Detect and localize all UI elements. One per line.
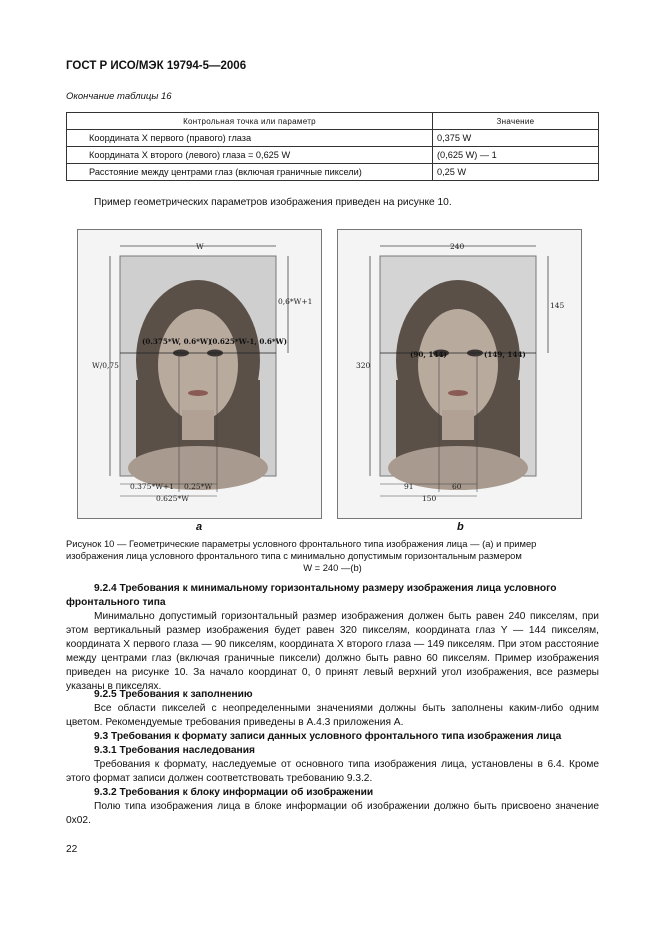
table-cell: 0,375 W — [433, 130, 599, 147]
dim-left-label: W/0,75 — [92, 361, 119, 370]
standard-header: ГОСТ Р ИСО/МЭК 19794-5—2006 — [66, 60, 247, 72]
table-cell: Координата X второго (левого) глаза = 0,625 W — [67, 147, 433, 164]
mouth-shape — [188, 390, 208, 396]
figure-b-diagram — [338, 230, 581, 518]
table-header-row — [67, 113, 599, 130]
dim-right-label: 145 — [550, 301, 565, 310]
dim-bottom-label: 0.625*W — [156, 494, 189, 503]
table-cell: (0,625 W) — 1 — [433, 147, 599, 164]
section-title-9-3: 9.3 Требования к формату записи данных условного фронтального типа изображения лица — [94, 731, 562, 742]
figure-b-frame — [337, 229, 582, 519]
section-body-9-2-5: Все области пикселей с неопределенными значениями должны быть заполнены каким-либо одним цветом. Рекомендуемые требования приведены в А.4.3 приложения А. — [66, 703, 599, 728]
dim-right-label: 0,6*W+1 — [278, 297, 313, 306]
dim-bottom-label: 150 — [422, 494, 437, 503]
table-cell: Координата X первого (правого) глаза — [67, 130, 433, 147]
dim-bottom-label: 0.25*W — [184, 482, 213, 491]
figure-a-label: a — [196, 521, 203, 533]
table-cell: Расстояние между центрами глаз (включая граничные пиксели) — [67, 164, 433, 181]
face-shape — [158, 309, 238, 421]
figure-a-frame — [77, 229, 322, 519]
eye-point-label: (0.625*W-1, 0.6*W) — [209, 337, 288, 346]
table-row — [67, 164, 599, 181]
mouth-shape — [448, 390, 468, 396]
column-header-value: Значение — [433, 113, 599, 130]
dim-top-label: 240 — [450, 242, 465, 251]
section-body-9-2-4: Минимально допустимый горизонтальный размер изображения должен быть равен 240 пикселям, при этом вертикальный размер изображения будет равен 320 пикселям, координата глаз Y — 144 пикселям, координата X первого глаза — 90 пикселям, координата X второго глаза — 149 пикселям. При этом расстояние между центрами глаз (включая граничные пиксели) должно быть равно 60 пикселям. Пример изображения приведен на рисунке 10. За начало координат 0, 0 принят левый верхний угол изображения, все размеры указаны в пикселях. — [66, 611, 599, 692]
intro-paragraph: Пример геометрических параметров изображения приведен на рисунке 10. — [94, 197, 452, 208]
section-title-9-2-4: 9.2.4 Требования к минимальному горизонтальному размеру изображения лица условного фронтального типа — [66, 583, 557, 608]
face-shape — [418, 309, 498, 421]
table-caption: Окончание таблицы 16 — [66, 91, 172, 102]
column-header-parameter: Контрольная точка или параметр — [67, 113, 433, 130]
figure-caption-line: W = 240 —(b) — [303, 562, 362, 573]
dim-left-label: 320 — [356, 361, 371, 370]
section-title-9-3-2: 9.3.2 Требования к блоку информации об изображении — [94, 787, 374, 798]
section-title-9-3-1: 9.3.1 Требования наследования — [94, 745, 255, 756]
figure-a-diagram — [78, 230, 321, 518]
eye-point-label: (0.375*W, 0.6*W) — [142, 337, 212, 346]
eye-point-label: (90, 144) — [410, 350, 447, 359]
neck-shape — [442, 410, 474, 440]
figure-caption-line: изображения лица условного фронтального типа с минимально допустимым горизонтальным размером — [66, 550, 522, 561]
dim-bottom-label: 91 — [404, 482, 414, 491]
parameters-table — [66, 112, 599, 181]
dim-bottom-label: 60 — [452, 482, 462, 491]
dim-bottom-label: 0.375*W+1 — [130, 482, 174, 491]
figure-caption-line: Рисунок 10 — Геометрические параметры условного фронтального типа изображения лица — (a) и пример — [66, 538, 537, 549]
figure-b-label: b — [457, 521, 464, 533]
table-cell: 0,25 W — [433, 164, 599, 181]
dim-top-label: W — [196, 242, 204, 251]
neck-shape — [182, 410, 214, 440]
figure-caption — [66, 538, 599, 574]
eye-point-label: (149, 144) — [484, 350, 526, 359]
page-number: 22 — [66, 844, 78, 855]
section-body-9-3-2: Полю типа изображения лица в блоке информации об изображении должно быть присвоено значение 0x02. — [66, 801, 599, 826]
table-row — [67, 130, 599, 147]
section-title-9-2-5: 9.2.5 Требования к заполнению — [94, 689, 253, 700]
section-body-9-3-1: Требования к формату, наследуемые от основного типа изображения лица, установлены в 6.4. Кроме этого формат записи должен соответствовать требованию 9.3.2. — [66, 759, 599, 784]
table-row — [67, 147, 599, 164]
